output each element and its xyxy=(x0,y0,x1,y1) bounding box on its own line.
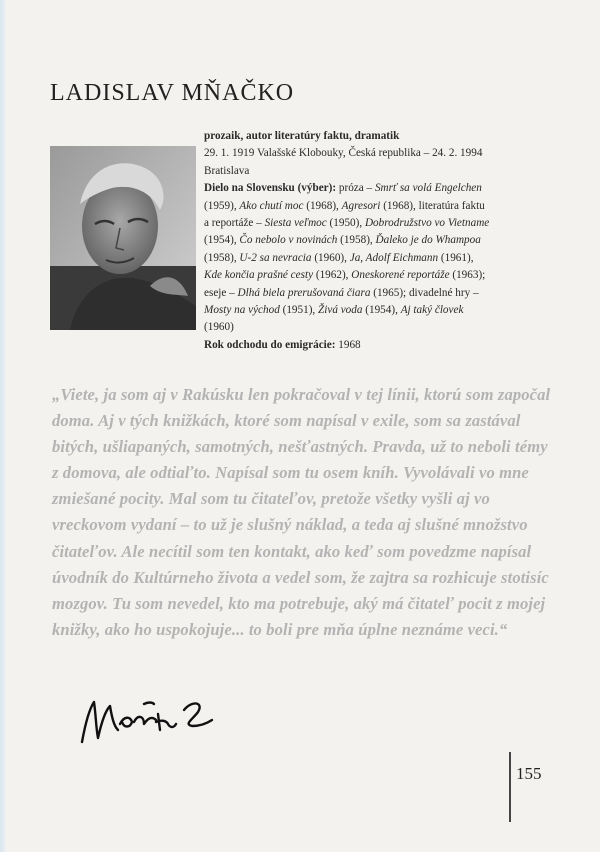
author-signature xyxy=(74,680,224,760)
author-name: LADISLAV MŇAČKO xyxy=(50,80,295,106)
emigration-line xyxy=(204,337,492,354)
works-text: (1954), xyxy=(362,304,401,317)
works-list xyxy=(204,180,492,337)
work-title: Dobrodružstvo vo Vietname xyxy=(364,217,490,230)
works-text: (1965); divadelné hry – xyxy=(370,286,479,299)
works-text: (1959), xyxy=(204,199,240,212)
works-text: (1950), xyxy=(326,217,365,230)
occupation: prozaik, autor literatúry faktu, dramatik xyxy=(204,130,400,142)
works-text: (1963); eseje – xyxy=(204,269,486,299)
work-title: Mosty na východ xyxy=(204,304,280,317)
author-portrait xyxy=(50,146,196,330)
works-body xyxy=(204,182,489,333)
works-text: (1958), xyxy=(337,234,376,247)
works-text: (1968), xyxy=(303,199,342,212)
work-title: Kde končia prašné cesty xyxy=(204,269,314,282)
works-text: (1958), xyxy=(204,251,240,264)
page-number-rule xyxy=(509,752,511,822)
work-title: Dlhá biela prerušovaná čiara xyxy=(237,286,371,299)
emigration-year: 1968 xyxy=(338,338,361,351)
work-title: Čo nebolo v novinách xyxy=(239,234,338,247)
works-text: (1954), xyxy=(204,234,240,247)
work-title: Aj taký človek xyxy=(400,304,464,317)
work-title: Smrť sa volá Engelchen xyxy=(374,182,482,195)
life-dates: 29. 1. 1919 Valašské Klobouky, Česká republika – 24. 2. 1994 Bratislava xyxy=(204,147,483,177)
emigration-label: Rok odchodu do emigrácie: xyxy=(204,338,336,351)
work-title: Ako chutí moc xyxy=(239,199,304,212)
works-label: Dielo na Slovensku (výber): xyxy=(204,182,337,195)
work-title: Agresori xyxy=(341,199,381,212)
page-edge xyxy=(0,0,6,852)
works-text: (1951), xyxy=(279,304,319,317)
work-title: Siesta veľmoc xyxy=(264,217,327,230)
works-text: (1960), xyxy=(311,251,350,264)
works-text: próza – xyxy=(336,182,375,195)
work-title: U-2 sa nevracia xyxy=(239,251,312,264)
works-text: (1968), literatúra faktu a reportáže – xyxy=(204,199,485,230)
works-text: (1960) xyxy=(204,321,234,334)
author-bio xyxy=(204,128,492,354)
works-text: (1962), xyxy=(313,269,352,282)
author-quote: „Viete, ja som aj v Rakúsku len pokračoval v tej línii, ktorú som započal doma. Aj v tých knižkách, ktoré som napísal v exile, som sa zastával bitých, ušliapaných, samotných, nešťastných. Pravda, už to neboli témy z domova, ale odtiaľto. Napísal som tu osem kníh. Vyvolávali vo mne zmiešané pocity. Mal som tu čitateľov, pretože všetky vyšli aj vo vreckovom vydaní – to už je slušný náklad, a teda aj slušné množstvo čitateľov. Ale necítil som ten kontakt, ako keď som povedzme napísal úvodník do Kultúrneho života a vedel som, že zajtra sa rozhicuje stotisíc mozgov. Tu som nevedel, kto ma potrebuje, aký má čitateľ pocit z mojej knižky, ako ho uspokojuje... to boli pre mňa úplne neznáme veci.“ xyxy=(52,385,551,639)
works-text: (1961), xyxy=(438,251,474,264)
work-title: Živá voda xyxy=(318,304,363,317)
page-number: 155 xyxy=(516,764,542,783)
work-title: Oneskorené reportáže xyxy=(351,269,450,282)
work-title: Ďaleko je do Whampoa xyxy=(375,234,481,247)
work-title: Ja, Adolf Eichmann xyxy=(349,251,439,264)
